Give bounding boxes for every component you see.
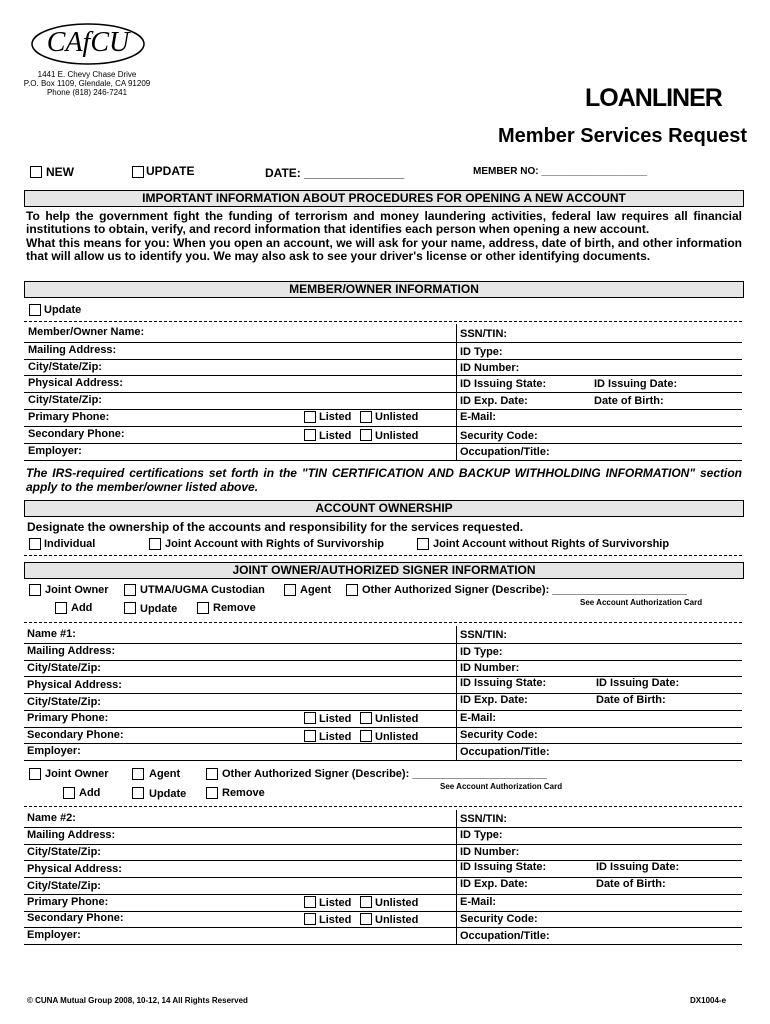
occupation-field[interactable]: Occupation/Title: — [460, 446, 550, 458]
agent-checkbox[interactable] — [284, 584, 296, 596]
id-number-field[interactable]: ID Number: — [460, 362, 520, 374]
primary-unlisted-checkbox[interactable] — [360, 411, 372, 423]
row-line — [24, 660, 742, 661]
row-line — [24, 860, 742, 861]
row-line — [24, 375, 742, 376]
important-info-heading: IMPORTANT INFORMATION ABOUT PROCEDURES FOR OPENING A NEW ACCOUNT — [24, 190, 744, 207]
mailing-address-field[interactable]: Mailing Address: — [27, 829, 116, 841]
member-update-checkbox[interactable] — [29, 304, 41, 316]
joint-without-survivorship-checkbox[interactable] — [417, 538, 429, 550]
other-signer-label[interactable]: Other Authorized Signer (Describe): ______________________ — [362, 584, 687, 596]
form-number: DX1004-e — [690, 996, 727, 1005]
physical-address-field[interactable]: Physical Address: — [27, 863, 122, 875]
city-state-zip-field-2[interactable]: City/State/Zip: — [27, 696, 101, 708]
mailing-address-field[interactable]: Mailing Address: — [28, 344, 117, 356]
employer-field[interactable]: Employer: — [28, 445, 82, 457]
remove-checkbox-2[interactable] — [206, 787, 218, 799]
joint-owner-label: Joint Owner — [45, 584, 109, 596]
id-exp-date-field[interactable]: ID Exp. Date: — [460, 395, 528, 407]
id-number-field[interactable]: ID Number: — [460, 662, 520, 674]
row-line — [24, 944, 742, 945]
address-line-1: 1441 E. Chevy Chase Drive — [37, 70, 137, 79]
occupation-field[interactable]: Occupation/Title: — [460, 746, 550, 758]
update-checkbox[interactable] — [124, 602, 136, 614]
page-title: Member Services Request — [498, 125, 748, 147]
primary-listed-checkbox[interactable] — [304, 411, 316, 423]
update-label: Update — [140, 603, 178, 615]
row-line — [24, 460, 742, 461]
add-checkbox[interactable] — [55, 602, 67, 614]
unlisted-label: Unlisted — [375, 411, 419, 423]
secondary-listed-checkbox[interactable] — [304, 429, 316, 441]
brand-logo: LOANLINER — [585, 84, 722, 112]
joint-with-survivorship-label: Joint Account with Rights of Survivorship — [165, 538, 384, 550]
ssn-field[interactable]: SSN/TIN: — [460, 629, 508, 641]
id-issuing-date-field[interactable]: ID Issuing Date: — [594, 378, 678, 390]
city-state-zip-field-2[interactable]: City/State/Zip: — [28, 394, 102, 406]
mailing-address-field[interactable]: Mailing Address: — [27, 645, 116, 657]
employer-field[interactable]: Employer: — [27, 745, 81, 757]
city-state-zip-field[interactable]: City/State/Zip: — [27, 846, 101, 858]
date-of-birth-field[interactable]: Date of Birth: — [594, 395, 664, 407]
listed-label: Listed — [319, 713, 352, 725]
city-state-zip-field[interactable]: City/State/Zip: — [28, 361, 102, 373]
primary-unlisted-checkbox[interactable] — [360, 712, 372, 724]
secondary-unlisted-checkbox[interactable] — [360, 913, 372, 925]
row-line — [24, 894, 742, 895]
unlisted-label: Unlisted — [375, 713, 419, 725]
listed-label: Listed — [319, 731, 352, 743]
city-state-zip-field[interactable]: City/State/Zip: — [27, 662, 101, 674]
row-line — [24, 342, 742, 343]
update-checkbox[interactable] — [132, 166, 144, 178]
credit-union-logo — [30, 22, 146, 66]
secondary-unlisted-checkbox[interactable] — [360, 429, 372, 441]
joint-owner-heading: JOINT OWNER/AUTHORIZED SIGNER INFORMATION — [24, 562, 744, 579]
see-authorization-card: See Account Authorization Card — [440, 782, 563, 791]
secondary-phone-field[interactable]: Secondary Phone: — [28, 428, 125, 440]
email-field[interactable]: E-Mail: — [460, 411, 497, 423]
row-line — [24, 409, 742, 410]
important-info-text: To help the government fight the funding of terrorism and money laundering activities, federal law requires all financial institutions to obtain, verify, and record information that identifies each person when opening a new account. — [26, 209, 742, 236]
update-checkbox-2[interactable] — [132, 787, 144, 799]
secondary-phone-field[interactable]: Secondary Phone: — [27, 912, 124, 924]
other-signer-checkbox[interactable] — [346, 584, 358, 596]
id-issuing-date-field[interactable]: ID Issuing Date: — [596, 861, 680, 873]
email-field[interactable]: E-Mail: — [460, 896, 497, 908]
member-update-label: Update — [44, 304, 82, 316]
joint-with-survivorship-checkbox[interactable] — [149, 538, 161, 550]
listed-label: Listed — [319, 897, 352, 909]
date-field[interactable]: DATE: _______________ — [265, 166, 405, 180]
id-issuing-date-field[interactable]: ID Issuing Date: — [596, 677, 680, 689]
date-of-birth-field[interactable]: Date of Birth: — [596, 878, 666, 890]
physical-address-field[interactable]: Physical Address: — [28, 377, 123, 389]
name-2-field[interactable]: Name #2: — [27, 812, 76, 824]
agent-label: Agent — [300, 584, 332, 596]
logo-text: CAfCU — [46, 27, 130, 58]
remove-label: Remove — [213, 602, 256, 614]
unlisted-label: Unlisted — [375, 914, 419, 926]
member-owner-heading: MEMBER/OWNER INFORMATION — [24, 281, 744, 298]
ownership-instructions: Designate the ownership of the accounts and responsibility for the services requested. — [27, 520, 524, 534]
update-label: UPDATE — [146, 164, 195, 178]
row-line — [24, 426, 742, 427]
id-issuing-state-field[interactable]: ID Issuing State: — [460, 677, 547, 689]
other-signer-label[interactable]: Other Authorized Signer (Describe): ______________________ — [222, 768, 547, 780]
important-info-text-2: What this means for you: When you open an account, we will ask for your name, address, date of birth, and other information that will allow us to identify you. We may also ask to see your driver's license or other identifying documents. — [26, 236, 742, 263]
name-1-field[interactable]: Name #1: — [27, 628, 76, 640]
row-line — [24, 392, 742, 393]
primary-listed-checkbox[interactable] — [304, 712, 316, 724]
address-line-2: P.O. Box 1109, Glendale, CA 91209 — [23, 79, 151, 88]
id-type-field[interactable]: ID Type: — [460, 646, 503, 658]
employer-field[interactable]: Employer: — [27, 929, 81, 941]
row-line — [24, 710, 742, 711]
row-line — [24, 643, 742, 644]
row-line — [24, 676, 742, 677]
agent-checkbox-2[interactable] — [132, 768, 144, 780]
row-line — [24, 911, 742, 912]
ssn-field[interactable]: SSN/TIN: — [460, 813, 508, 825]
id-type-field[interactable]: ID Type: — [460, 346, 503, 358]
id-type-field[interactable]: ID Type: — [460, 829, 503, 841]
secondary-listed-checkbox[interactable] — [304, 730, 316, 742]
individual-checkbox[interactable] — [29, 538, 41, 550]
utma-checkbox[interactable] — [124, 584, 136, 596]
add-label: Add — [79, 787, 101, 799]
primary-phone-field[interactable]: Primary Phone: — [27, 712, 109, 724]
row-line — [24, 743, 742, 744]
ssn-field[interactable]: SSN/TIN: — [460, 328, 508, 340]
member-no-field[interactable]: MEMBER NO: ___________________ — [473, 166, 647, 177]
remove-label: Remove — [222, 787, 265, 799]
secondary-listed-checkbox[interactable] — [304, 913, 316, 925]
email-field[interactable]: E-Mail: — [460, 712, 497, 724]
row-line — [24, 693, 742, 694]
secondary-unlisted-checkbox[interactable] — [360, 730, 372, 742]
see-authorization-card: See Account Authorization Card — [580, 598, 703, 607]
primary-phone-field[interactable]: Primary Phone: — [28, 411, 110, 423]
primary-unlisted-checkbox[interactable] — [360, 896, 372, 908]
city-state-zip-field-2[interactable]: City/State/Zip: — [27, 880, 101, 892]
joint-owner-label: Joint Owner — [45, 768, 109, 780]
other-signer-checkbox-2[interactable] — [206, 768, 218, 780]
individual-label: Individual — [44, 538, 96, 550]
unlisted-label: Unlisted — [375, 430, 419, 442]
primary-phone-field[interactable]: Primary Phone: — [27, 896, 109, 908]
unlisted-label: Unlisted — [375, 897, 419, 909]
row-line — [24, 827, 742, 828]
security-code-field[interactable]: Security Code: — [460, 430, 538, 442]
listed-label: Listed — [319, 430, 352, 442]
divider — [24, 806, 742, 807]
account-ownership-heading: ACCOUNT OWNERSHIP — [24, 500, 744, 517]
copyright-footer: © CUNA Mutual Group 2008, 10-12, 14 All Rights Reserved — [27, 996, 248, 1005]
row-line — [24, 727, 742, 728]
row-line — [24, 359, 742, 360]
update-label: Update — [149, 788, 187, 800]
joint-without-survivorship-label: Joint Account without Rights of Survivorship — [433, 538, 670, 550]
utma-label: UTMA/UGMA Custodian — [140, 584, 265, 596]
new-checkbox[interactable] — [30, 166, 42, 178]
add-label: Add — [71, 602, 93, 614]
divider — [24, 622, 742, 623]
row-line — [24, 877, 742, 878]
listed-label: Listed — [319, 914, 352, 926]
listed-label: Listed — [319, 411, 352, 423]
occupation-field[interactable]: Occupation/Title: — [460, 930, 550, 942]
agent-label: Agent — [149, 768, 181, 780]
row-line — [24, 844, 742, 845]
add-checkbox-2[interactable] — [63, 787, 75, 799]
primary-listed-checkbox[interactable] — [304, 896, 316, 908]
security-code-field[interactable]: Security Code: — [460, 729, 538, 741]
divider — [24, 555, 742, 556]
irs-note: The IRS-required certifications set forth in the "TIN CERTIFICATION AND BACKUP WITHHOLDING INFORMATION" section apply to the member/owner listed above. — [26, 466, 742, 494]
joint-owner-checkbox-2[interactable] — [29, 768, 41, 780]
security-code-field[interactable]: Security Code: — [460, 913, 538, 925]
remove-checkbox[interactable] — [197, 602, 209, 614]
secondary-phone-field[interactable]: Secondary Phone: — [27, 729, 124, 741]
divider — [24, 321, 742, 322]
id-exp-date-field[interactable]: ID Exp. Date: — [460, 878, 528, 890]
id-issuing-state-field[interactable]: ID Issuing State: — [460, 861, 547, 873]
date-of-birth-field[interactable]: Date of Birth: — [596, 694, 666, 706]
unlisted-label: Unlisted — [375, 731, 419, 743]
id-number-field[interactable]: ID Number: — [460, 846, 520, 858]
row-line — [24, 443, 742, 444]
new-label: NEW — [46, 165, 74, 179]
id-issuing-state-field[interactable]: ID Issuing State: — [460, 378, 547, 390]
phone-line: Phone (818) 246-7241 — [46, 88, 128, 97]
member-owner-name-field[interactable]: Member/Owner Name: — [28, 326, 145, 338]
id-exp-date-field[interactable]: ID Exp. Date: — [460, 694, 528, 706]
joint-owner-checkbox[interactable] — [29, 584, 41, 596]
physical-address-field[interactable]: Physical Address: — [27, 679, 122, 691]
row-line — [24, 760, 742, 761]
row-line — [24, 927, 742, 928]
